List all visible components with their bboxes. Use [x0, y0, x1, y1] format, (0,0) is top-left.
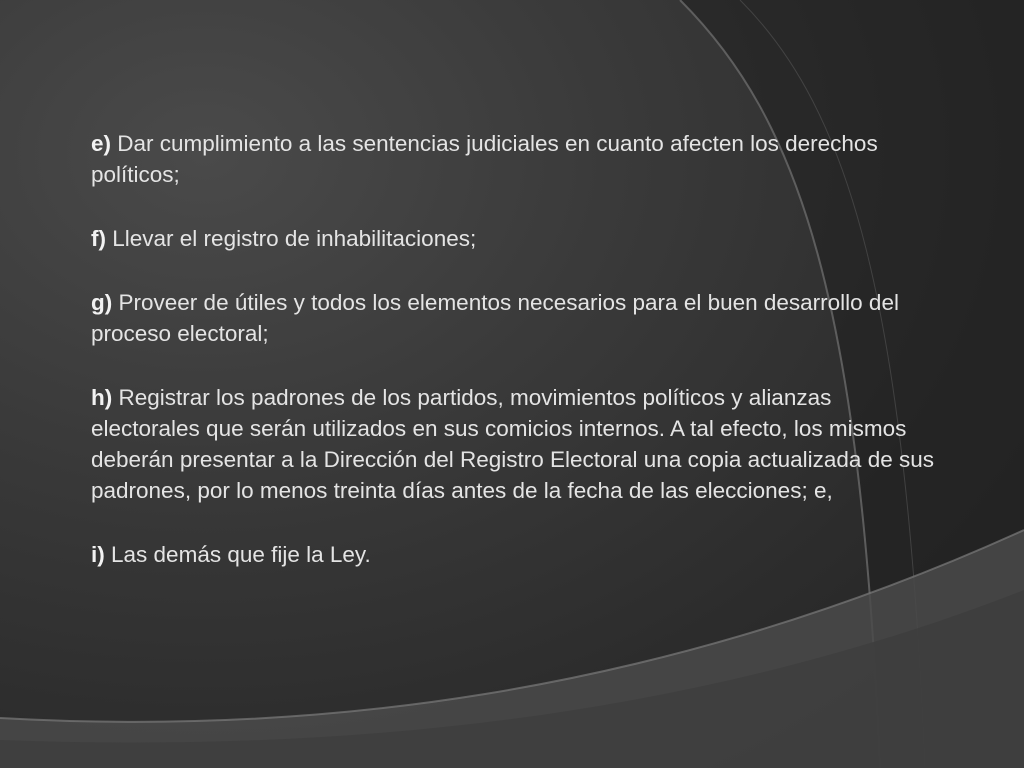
item-text: Las demás que fije la Ley.	[111, 542, 371, 567]
item-letter: g)	[91, 290, 113, 315]
bullet-list	[91, 128, 941, 603]
item-text: Proveer de útiles y todos los elementos necesarios para el buen desarrollo del proceso electoral;	[91, 290, 899, 346]
list-item	[91, 128, 941, 190]
list-item	[91, 539, 941, 570]
item-text: Dar cumplimiento a las sentencias judiciales en cuanto afecten los derechos políticos;	[91, 131, 878, 187]
item-letter: i)	[91, 542, 105, 567]
item-letter: f)	[91, 226, 106, 251]
list-item	[91, 382, 941, 506]
item-text: Registrar los padrones de los partidos, movimientos políticos y alianzas electorales que serán utilizados en sus comicios internos. A tal efecto, los mismos deberán presentar a la Dirección del Registro Electoral una copia actualizada de sus padrones, por lo menos treinta días antes de la fecha de las elecciones; e,	[91, 385, 934, 503]
item-text: Llevar el registro de inhabilitaciones;	[112, 226, 477, 251]
list-item	[91, 287, 941, 349]
item-letter: h)	[91, 385, 113, 410]
list-item	[91, 223, 941, 254]
item-letter: e)	[91, 131, 112, 156]
